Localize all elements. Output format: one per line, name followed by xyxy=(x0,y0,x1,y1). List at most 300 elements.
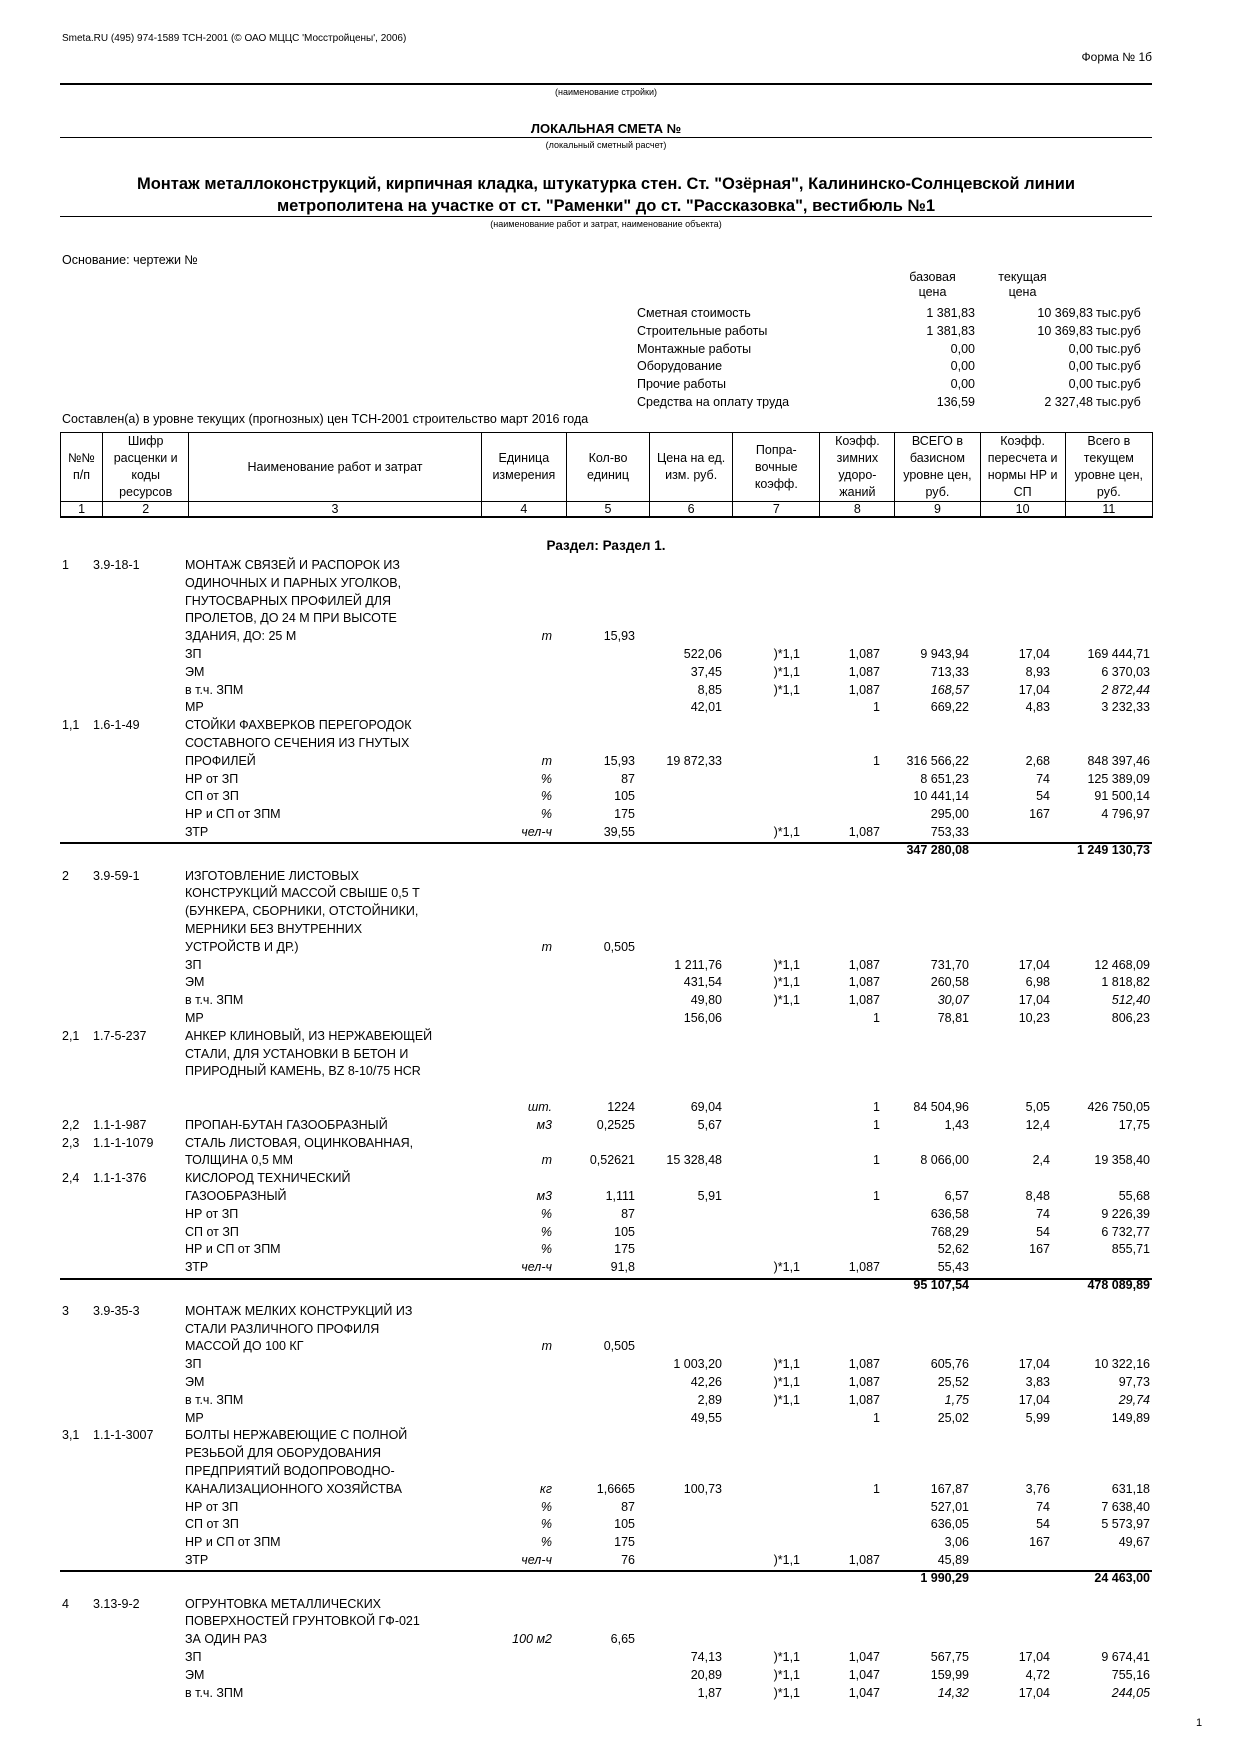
rate-code: 3.9-59-1 xyxy=(93,868,140,883)
basis-line: Основание: чертежи № xyxy=(62,253,198,267)
quantity: 39,55 xyxy=(603,825,635,839)
base-total: 55,43 xyxy=(937,1260,969,1275)
work-name: ГАЗООБРАЗНЫЙ xyxy=(185,1189,287,1203)
work-name: РЕЗЬБОЙ ДЛЯ ОБОРУДОВАНИЯ xyxy=(185,1446,382,1461)
table-row xyxy=(0,1614,1240,1632)
base-total: 1,75 xyxy=(944,1392,969,1407)
quantity: 15,93 xyxy=(603,753,635,768)
table-row xyxy=(0,576,1240,594)
work-name: НР от ЗП xyxy=(185,1499,239,1514)
work-name: ПРОПАН-БУТАН ГАЗООБРАЗНЫЙ xyxy=(185,1117,388,1132)
table-row xyxy=(0,904,1240,922)
row-number: 1,1 xyxy=(62,718,80,733)
unit: % xyxy=(540,789,552,804)
winter-coef: 1,087 xyxy=(848,957,880,972)
current-total: 97,73 xyxy=(1118,1375,1150,1389)
summary-col-cur-l1: текущая xyxy=(998,270,1047,284)
unit: % xyxy=(540,1499,552,1514)
table-row xyxy=(0,869,1240,887)
summary-current-value: 10 369,83 xyxy=(1037,306,1093,320)
col-header-unit: Единица измерения xyxy=(481,433,566,502)
quantity: 87 xyxy=(621,1206,635,1221)
work-name: ЭМ xyxy=(185,975,205,990)
col-header-code: Шифр расценки и коды ресурсов xyxy=(103,433,189,502)
recalc-coef: 74 xyxy=(1036,1206,1050,1221)
work-name: НР от ЗП xyxy=(185,1206,239,1221)
winter-coef: 1,087 xyxy=(848,682,880,697)
table-row xyxy=(0,736,1240,754)
base-total: 3,06 xyxy=(944,1535,969,1550)
base-total: 45,89 xyxy=(937,1553,969,1567)
correction-coef: )*1,1 xyxy=(773,1357,800,1372)
work-name: ЗТР xyxy=(185,1260,209,1275)
current-total: 512,40 xyxy=(1111,993,1150,1008)
summary-unit: тыс.руб xyxy=(1096,395,1141,409)
table-row xyxy=(0,1464,1240,1482)
quantity: 76 xyxy=(621,1553,635,1567)
unit-price: 69,04 xyxy=(690,1100,722,1114)
recalc-coef: 8,93 xyxy=(1025,664,1050,679)
quantity: 87 xyxy=(621,771,635,786)
subtotal-row xyxy=(0,1278,1240,1296)
summary-col-base-l1: базовая xyxy=(909,270,956,284)
work-name: МОНТАЖ СВЯЗЕЙ И РАСПОРОК ИЗ xyxy=(185,558,400,572)
summary-unit: тыс.руб xyxy=(1096,306,1141,320)
quantity: 0,2525 xyxy=(596,1117,635,1132)
correction-coef: )*1,1 xyxy=(773,975,800,990)
summary-current-value: 0,00 xyxy=(1068,359,1093,374)
unit: чел-ч xyxy=(521,825,552,839)
current-total: 125 389,09 xyxy=(1087,771,1150,786)
base-total: 14,32 xyxy=(937,1685,969,1700)
work-name: КИСЛОРОД ТЕХНИЧЕСКИЙ xyxy=(185,1171,351,1186)
unit: % xyxy=(540,1517,552,1532)
col-num-11: 11 xyxy=(1065,502,1152,518)
unit-price: 20,89 xyxy=(690,1667,722,1682)
quantity: 0,52621 xyxy=(589,1153,635,1168)
base-total: 25,02 xyxy=(937,1410,969,1425)
unit: % xyxy=(540,1224,552,1239)
page-number: 1 xyxy=(1196,1717,1203,1729)
base-total: 1,43 xyxy=(944,1117,969,1132)
summary-base-value: 1 381,83 xyxy=(926,306,975,320)
winter-coef: 1,087 xyxy=(848,1375,880,1389)
quantity: 105 xyxy=(614,789,635,804)
current-total: 169 444,71 xyxy=(1087,647,1150,661)
unit: 100 м2 xyxy=(512,1632,552,1647)
correction-coef: )*1,1 xyxy=(773,957,800,972)
table-row xyxy=(0,922,1240,940)
summary-current-value: 0,00 xyxy=(1068,377,1093,392)
construction-caption: (наименование стройки) xyxy=(555,87,657,97)
base-total: 52,62 xyxy=(937,1242,969,1257)
recalc-coef: 17,04 xyxy=(1018,1392,1050,1407)
winter-coef: 1,087 xyxy=(848,825,880,839)
row-number: 3,1 xyxy=(62,1428,80,1443)
winter-coef: 1,087 xyxy=(848,1260,880,1275)
col-num-9: 9 xyxy=(895,502,980,518)
recalc-coef: 5,05 xyxy=(1025,1100,1050,1114)
table-row xyxy=(0,1260,1240,1278)
object-title xyxy=(60,173,1152,217)
summary-unit: тыс.руб xyxy=(1096,341,1141,356)
table-row xyxy=(0,993,1240,1011)
summary-label: Строительные работы xyxy=(637,323,768,338)
current-total: 6 732,77 xyxy=(1101,1224,1150,1239)
work-name: СП от ЗП xyxy=(185,789,239,804)
base-total: 8 651,23 xyxy=(920,771,969,786)
table-row xyxy=(0,807,1240,825)
current-total: 24 463,00 xyxy=(1094,1570,1150,1585)
work-name: ОДИНОЧНЫХ И ПАРНЫХ УГОЛКОВ, xyxy=(185,575,402,590)
col-num-5: 5 xyxy=(566,502,649,518)
table-row xyxy=(0,940,1240,958)
unit: % xyxy=(540,1535,552,1550)
unit-price: 74,13 xyxy=(690,1650,722,1664)
correction-coef: )*1,1 xyxy=(773,1667,800,1682)
current-total: 4 796,97 xyxy=(1101,807,1150,822)
unit-price: 8,85 xyxy=(697,682,722,697)
col-num-7: 7 xyxy=(733,502,820,518)
base-total: 295,00 xyxy=(930,807,969,822)
unit: т xyxy=(541,939,552,954)
winter-coef: 1,047 xyxy=(848,1667,880,1682)
winter-coef: 1,047 xyxy=(848,1650,880,1664)
col-num-2: 2 xyxy=(103,502,189,518)
winter-coef: 1 xyxy=(873,1153,880,1168)
winter-coef: 1 xyxy=(873,1481,880,1496)
table-row xyxy=(0,558,1240,576)
col-header-recalc-coef: Коэфф. пересчета и нормы НР и СП xyxy=(980,433,1065,502)
table-row xyxy=(0,1100,1240,1118)
table-row xyxy=(0,1189,1240,1207)
summary-label: Средства на оплату труда xyxy=(637,395,790,409)
table-row xyxy=(0,825,1240,843)
base-total: 25,52 xyxy=(937,1375,969,1389)
subtotal-row xyxy=(0,843,1240,861)
rate-code: 3.9-35-3 xyxy=(93,1303,140,1318)
base-total: 636,05 xyxy=(930,1517,969,1532)
work-name: СТАЛЬ ЛИСТОВАЯ, ОЦИНКОВАННАЯ, xyxy=(185,1135,414,1150)
work-name: НР и СП от ЗПМ xyxy=(185,1242,281,1257)
col-num-10: 10 xyxy=(980,502,1065,518)
unit-price: 5,67 xyxy=(697,1117,722,1132)
recalc-coef: 3,83 xyxy=(1025,1375,1050,1389)
quantity: 6,65 xyxy=(610,1632,635,1647)
current-total: 9 674,41 xyxy=(1101,1650,1150,1664)
base-total: 347 280,08 xyxy=(906,842,969,857)
title-underline xyxy=(60,137,1152,138)
row-number: 2,4 xyxy=(62,1171,80,1186)
col-num-3: 3 xyxy=(189,502,482,518)
current-total: 1 249 130,73 xyxy=(1077,842,1150,857)
table-row xyxy=(0,1153,1240,1171)
recalc-coef: 74 xyxy=(1036,771,1050,786)
col-header-qty: Кол-во единиц xyxy=(566,433,649,502)
unit-price: 1,87 xyxy=(697,1685,722,1700)
section-title: Раздел: Раздел 1. xyxy=(546,538,666,553)
unit: шт. xyxy=(527,1100,552,1114)
base-total: 316 566,22 xyxy=(906,753,969,768)
table-row xyxy=(0,975,1240,993)
correction-coef: )*1,1 xyxy=(773,993,800,1008)
work-name: ПОВЕРХНОСТЕЙ ГРУНТОВКОЙ ГФ-021 xyxy=(185,1614,420,1629)
winter-coef: 1 xyxy=(873,753,880,768)
row-number: 2 xyxy=(62,868,69,883)
row-number: 2,3 xyxy=(62,1135,80,1150)
current-total: 12 468,09 xyxy=(1094,957,1150,972)
summary-col-cur-l2: цена xyxy=(1008,285,1037,299)
work-name: ПРИРОДНЫЙ КАМЕНЬ, BZ 8-10/75 HCR xyxy=(185,1064,421,1079)
unit-price: 42,26 xyxy=(690,1375,722,1389)
rate-code: 1.1-1-1079 xyxy=(93,1135,154,1150)
table-row xyxy=(0,1411,1240,1429)
table-row xyxy=(0,1632,1240,1650)
subtotal-row xyxy=(0,1571,1240,1589)
table-row xyxy=(0,1375,1240,1393)
summary-unit: тыс.руб xyxy=(1096,323,1141,338)
table-row xyxy=(0,718,1240,736)
base-total: 669,22 xyxy=(930,700,969,715)
recalc-coef: 17,04 xyxy=(1018,682,1050,697)
recalc-coef: 4,83 xyxy=(1025,700,1050,715)
current-total: 149,89 xyxy=(1111,1410,1150,1425)
unit-price: 431,54 xyxy=(683,975,722,990)
table-row xyxy=(0,1029,1240,1047)
table-row xyxy=(0,1064,1240,1082)
work-name: НР и СП от ЗПМ xyxy=(185,1535,281,1550)
base-total: 95 107,54 xyxy=(913,1278,969,1292)
base-total: 605,76 xyxy=(930,1357,969,1372)
title-caption: (локальный сметный расчет) xyxy=(545,140,667,150)
form-number: Форма № 1б xyxy=(1081,50,1152,64)
table-row xyxy=(0,789,1240,807)
unit: т xyxy=(541,629,552,644)
col-num-8: 8 xyxy=(820,502,895,518)
work-name: КОНСТРУКЦИЙ МАССОЙ СВЫШЕ 0,5 Т xyxy=(185,886,420,901)
unit-price: 100,73 xyxy=(683,1481,722,1496)
table-row xyxy=(0,1322,1240,1340)
table-row xyxy=(0,1482,1240,1500)
unit-price: 1 003,20 xyxy=(673,1357,722,1372)
unit: % xyxy=(540,807,552,822)
row-number: 3 xyxy=(62,1303,69,1318)
summary-label: Сметная стоимость xyxy=(637,306,751,320)
base-total: 30,07 xyxy=(937,993,969,1008)
summary-label: Оборудование xyxy=(637,359,723,374)
object-title-line-1: Монтаж металлоконструкций, кирпичная кладка, штукатурка стен. Ст. "Озёрная", Калининско-Солнцевской линии xyxy=(136,175,1076,193)
quantity: 15,93 xyxy=(603,629,635,644)
base-total: 636,58 xyxy=(930,1206,969,1221)
work-name: ЗДАНИЯ, ДО: 25 М xyxy=(185,629,297,644)
winter-coef: 1 xyxy=(873,1189,880,1203)
table-row xyxy=(0,958,1240,976)
unit-price: 19 872,33 xyxy=(666,753,722,768)
table-row xyxy=(0,1428,1240,1446)
base-total: 713,33 xyxy=(930,664,969,679)
table-row xyxy=(0,1597,1240,1615)
base-total: 159,99 xyxy=(930,1667,969,1682)
work-name: СОСТАВНОГО СЕЧЕНИЯ ИЗ ГНУТЫХ xyxy=(185,736,410,750)
unit-price: 522,06 xyxy=(683,647,722,661)
summary-current-value: 10 369,83 xyxy=(1037,323,1093,338)
work-name: СТАЛИ, ДЛЯ УСТАНОВКИ В БЕТОН И xyxy=(185,1046,409,1061)
work-name: КАНАЛИЗАЦИОННОГО ХОЗЯЙСТВА xyxy=(185,1481,402,1496)
table-row xyxy=(0,1136,1240,1154)
recalc-coef: 17,04 xyxy=(1018,1650,1050,1664)
recalc-coef: 6,98 xyxy=(1025,975,1050,990)
current-total: 855,71 xyxy=(1111,1242,1150,1257)
recalc-coef: 5,99 xyxy=(1025,1410,1050,1425)
work-name: ЗТР xyxy=(185,825,209,839)
correction-coef: )*1,1 xyxy=(773,1650,800,1664)
base-total: 167,87 xyxy=(930,1481,969,1496)
current-total: 49,67 xyxy=(1118,1535,1150,1550)
current-total: 9 226,39 xyxy=(1101,1206,1150,1221)
construction-name-line xyxy=(60,83,1152,85)
quantity: 91,8 xyxy=(610,1260,635,1275)
unit: м3 xyxy=(536,1117,552,1132)
rate-code: 3.13-9-2 xyxy=(93,1596,140,1611)
unit-price: 15 328,48 xyxy=(666,1153,722,1168)
rate-code: 1.6-1-49 xyxy=(93,718,140,733)
work-name: в т.ч. ЗПМ xyxy=(185,993,244,1008)
correction-coef: )*1,1 xyxy=(773,1392,800,1407)
summary-base-value: 1 381,83 xyxy=(926,323,975,338)
current-total: 19 358,40 xyxy=(1094,1153,1150,1168)
recalc-coef: 12,4 xyxy=(1025,1117,1050,1132)
recalc-coef: 74 xyxy=(1036,1499,1050,1514)
work-name: СТАЛИ РАЗЛИЧНОГО ПРОФИЛЯ xyxy=(185,1321,380,1336)
recalc-coef: 4,72 xyxy=(1025,1667,1050,1682)
work-name: СП от ЗП xyxy=(185,1224,239,1239)
winter-coef: 1 xyxy=(873,700,880,715)
work-name: СП от ЗП xyxy=(185,1517,239,1532)
table-row xyxy=(0,1304,1240,1322)
table-row xyxy=(0,1011,1240,1029)
correction-coef: )*1,1 xyxy=(773,1375,800,1389)
work-name: ПРОФИЛЕЙ xyxy=(185,753,256,768)
recalc-coef: 17,04 xyxy=(1018,1357,1050,1372)
summary-col-base-header xyxy=(885,270,980,299)
summary-unit: тыс.руб xyxy=(1096,377,1141,392)
col-header-base-total: ВСЕГО в базисном уровне цен, руб. xyxy=(895,433,980,502)
work-name: в т.ч. ЗПМ xyxy=(185,682,244,697)
winter-coef: 1,087 xyxy=(848,647,880,661)
correction-coef: )*1,1 xyxy=(773,664,800,679)
table-row xyxy=(0,611,1240,629)
quantity: 0,505 xyxy=(603,1339,635,1354)
unit-price: 49,55 xyxy=(690,1410,722,1425)
winter-coef: 1 xyxy=(873,1011,880,1025)
unit: чел-ч xyxy=(521,1553,552,1567)
work-name: АНКЕР КЛИНОВЫЙ, ИЗ НЕРЖАВЕЮЩЕЙ xyxy=(185,1028,433,1043)
col-header-current-total: Всего в текущем уровне цен, руб. xyxy=(1065,433,1152,502)
work-name: ЭМ xyxy=(185,664,205,679)
base-total: 6,57 xyxy=(944,1189,969,1203)
col-num-4: 4 xyxy=(481,502,566,518)
correction-coef: )*1,1 xyxy=(773,682,800,697)
quantity: 1,111 xyxy=(605,1189,635,1203)
table-row xyxy=(0,1553,1240,1571)
object-underline xyxy=(60,216,1152,217)
current-total: 91 500,14 xyxy=(1094,789,1150,804)
work-name: МОНТАЖ МЕЛКИХ КОНСТРУКЦИЙ ИЗ xyxy=(185,1303,413,1318)
unit-price: 42,01 xyxy=(690,700,722,715)
winter-coef: 1,087 xyxy=(848,975,880,990)
correction-coef: )*1,1 xyxy=(773,647,800,661)
recalc-coef: 17,04 xyxy=(1018,647,1050,661)
current-total: 848 397,46 xyxy=(1087,753,1150,768)
table-row xyxy=(0,1339,1240,1357)
current-total: 806,23 xyxy=(1111,1011,1150,1025)
current-total: 29,74 xyxy=(1118,1392,1150,1407)
base-total: 84 504,96 xyxy=(913,1100,969,1114)
summary-col-base-l2: цена xyxy=(918,285,947,299)
base-total: 567,75 xyxy=(930,1650,969,1664)
table-row xyxy=(0,647,1240,665)
recalc-coef: 54 xyxy=(1036,1224,1050,1239)
current-total: 55,68 xyxy=(1118,1189,1150,1203)
work-name: ЭМ xyxy=(185,1667,205,1682)
table-row xyxy=(0,1517,1240,1535)
work-name: МЕРНИКИ БЕЗ ВНУТРЕННИХ xyxy=(185,922,363,936)
work-name: МР xyxy=(185,1410,204,1425)
table-row xyxy=(0,1393,1240,1411)
winter-coef: 1,087 xyxy=(848,664,880,679)
unit-price: 5,91 xyxy=(697,1189,722,1203)
unit: т xyxy=(541,1153,552,1168)
col-num-1: 1 xyxy=(61,502,103,518)
current-total: 631,18 xyxy=(1111,1481,1150,1496)
work-name: ЗТР xyxy=(185,1553,209,1567)
table-row xyxy=(0,886,1240,904)
current-total: 5 573,97 xyxy=(1101,1517,1150,1532)
table-row xyxy=(0,1171,1240,1189)
table-row xyxy=(0,1082,1240,1100)
quantity: 105 xyxy=(614,1224,635,1239)
current-total: 6 370,03 xyxy=(1101,664,1150,679)
quantity: 1224 xyxy=(607,1100,635,1114)
recalc-coef: 167 xyxy=(1029,807,1050,822)
table-row xyxy=(0,1446,1240,1464)
base-total: 753,33 xyxy=(930,825,969,839)
work-name: (БУНКЕРА, СБОРНИКИ, ОТСТОЙНИКИ, xyxy=(185,904,419,919)
work-name: ГНУТОСВАРНЫХ ПРОФИЛЕЙ ДЛЯ xyxy=(185,593,392,608)
work-name: ЭМ xyxy=(185,1375,205,1389)
summary-label: Прочие работы xyxy=(637,377,726,392)
table-row xyxy=(0,1668,1240,1686)
quantity: 175 xyxy=(614,1535,635,1550)
table-row xyxy=(0,1535,1240,1553)
table-row xyxy=(0,1650,1240,1668)
base-total: 1 990,29 xyxy=(920,1570,969,1585)
rate-code: 1.1-1-987 xyxy=(93,1117,147,1132)
work-name: ПРОЛЕТОВ, ДО 24 М ПРИ ВЫСОТЕ xyxy=(185,611,397,626)
work-name: МР xyxy=(185,1011,204,1025)
work-name: ЗП xyxy=(185,647,202,661)
quantity: 1,6665 xyxy=(596,1481,635,1496)
work-name: ЗП xyxy=(185,1357,202,1372)
row-number: 1 xyxy=(62,558,69,572)
table-row xyxy=(0,683,1240,701)
summary-base-value: 0,00 xyxy=(950,341,975,356)
unit: м3 xyxy=(536,1189,552,1203)
recalc-coef: 54 xyxy=(1036,789,1050,804)
software-credit-line: Smeta.RU (495) 974-1589 ТСН-2001 (© ОАО МЦЦС 'Мосстройцены', 2006) xyxy=(62,33,407,44)
base-total: 8 066,00 xyxy=(920,1153,969,1168)
current-total: 478 089,89 xyxy=(1087,1278,1150,1292)
